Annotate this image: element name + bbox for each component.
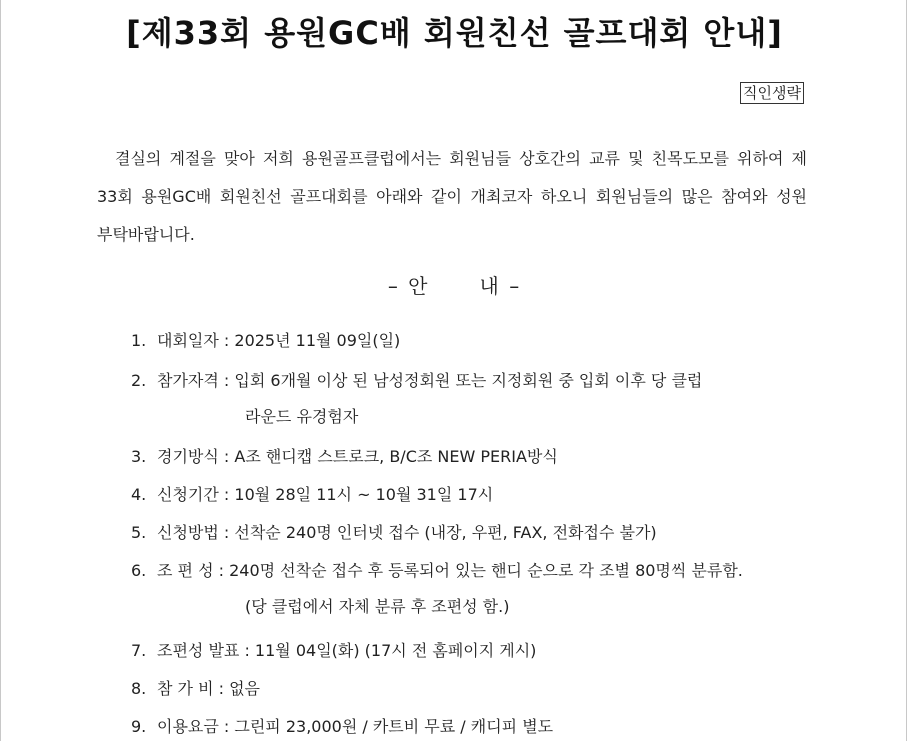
item-text-continued: 라운드 유경험자	[245, 407, 359, 426]
item-number: 9.	[131, 717, 147, 736]
info-item-date	[131, 328, 831, 351]
item-number: 7.	[131, 641, 147, 660]
info-item-announcement	[131, 638, 831, 661]
item-number: 1.	[131, 331, 147, 350]
item-number: 8.	[131, 679, 147, 698]
item-number: 4.	[131, 485, 147, 504]
intro-paragraph: 결실의 계절을 맞아 저희 용원골프클럽에서는 회원님들 상호간의 교류 및 친목도모를 위하여 제33회 용원GC배 회원친선 골프대회를 아래와 같이 개최코자 하오니 회원님들의 많은 참여와 성원 부탁바랍니다.	[97, 149, 807, 244]
heading-word-2: 내	[479, 274, 501, 298]
item-text: 신청방법 : 선착순 240명 인터넷 접수 (내장, 우편, FAX, 전화접수 불가)	[157, 523, 657, 542]
item-text: 조 편 성 : 240명 선착순 접수 후 등록되어 있는 핸디 순으로 각 조별 80명씩 분류함.	[157, 561, 743, 580]
item-text: 참가자격 : 입회 6개월 이상 된 남성정회원 또는 지정회원 중 입회 이후 당 클럽	[157, 371, 703, 390]
item-text: 대회일자 : 2025년 11월 09일(일)	[157, 331, 401, 350]
section-heading	[1, 270, 907, 299]
item-text: 이용요금 : 그린피 23,000원 / 카트비 무료 / 캐디피 별도	[157, 717, 554, 736]
item-text: 참 가 비 : 없음	[157, 679, 261, 698]
item-number: 6.	[131, 561, 147, 580]
item-text-continued: (당 클럽에서 자체 분류 후 조편성 함.)	[245, 597, 510, 616]
seal-omitted-label: 직인생략	[740, 82, 804, 104]
heading-dash-left: –	[387, 274, 400, 298]
item-text: 조편성 발표 : 11월 04일(화) (17시 전 홈페이지 게시)	[157, 641, 537, 660]
document-title: [제33회 용원GC배 회원친선 골프대회 안내]	[126, 14, 783, 52]
heading-dash-right: –	[509, 274, 522, 298]
item-number: 5.	[131, 523, 147, 542]
item-number: 3.	[131, 447, 147, 466]
info-item-format	[131, 444, 831, 467]
info-item-grouping	[131, 558, 831, 616]
item-number: 2.	[131, 371, 147, 390]
info-item-usage-fee	[131, 714, 831, 737]
info-item-fee	[131, 676, 831, 699]
item-text: 신청기간 : 10월 28일 11시 ~ 10월 31일 17시	[157, 485, 494, 504]
heading-word-1: 안	[408, 274, 430, 298]
info-item-method	[131, 520, 831, 543]
item-text: 경기방식 : A조 핸디캡 스트로크, B/C조 NEW PERIA방식	[157, 447, 558, 466]
info-item-period	[131, 482, 831, 505]
info-item-eligibility	[131, 368, 831, 426]
